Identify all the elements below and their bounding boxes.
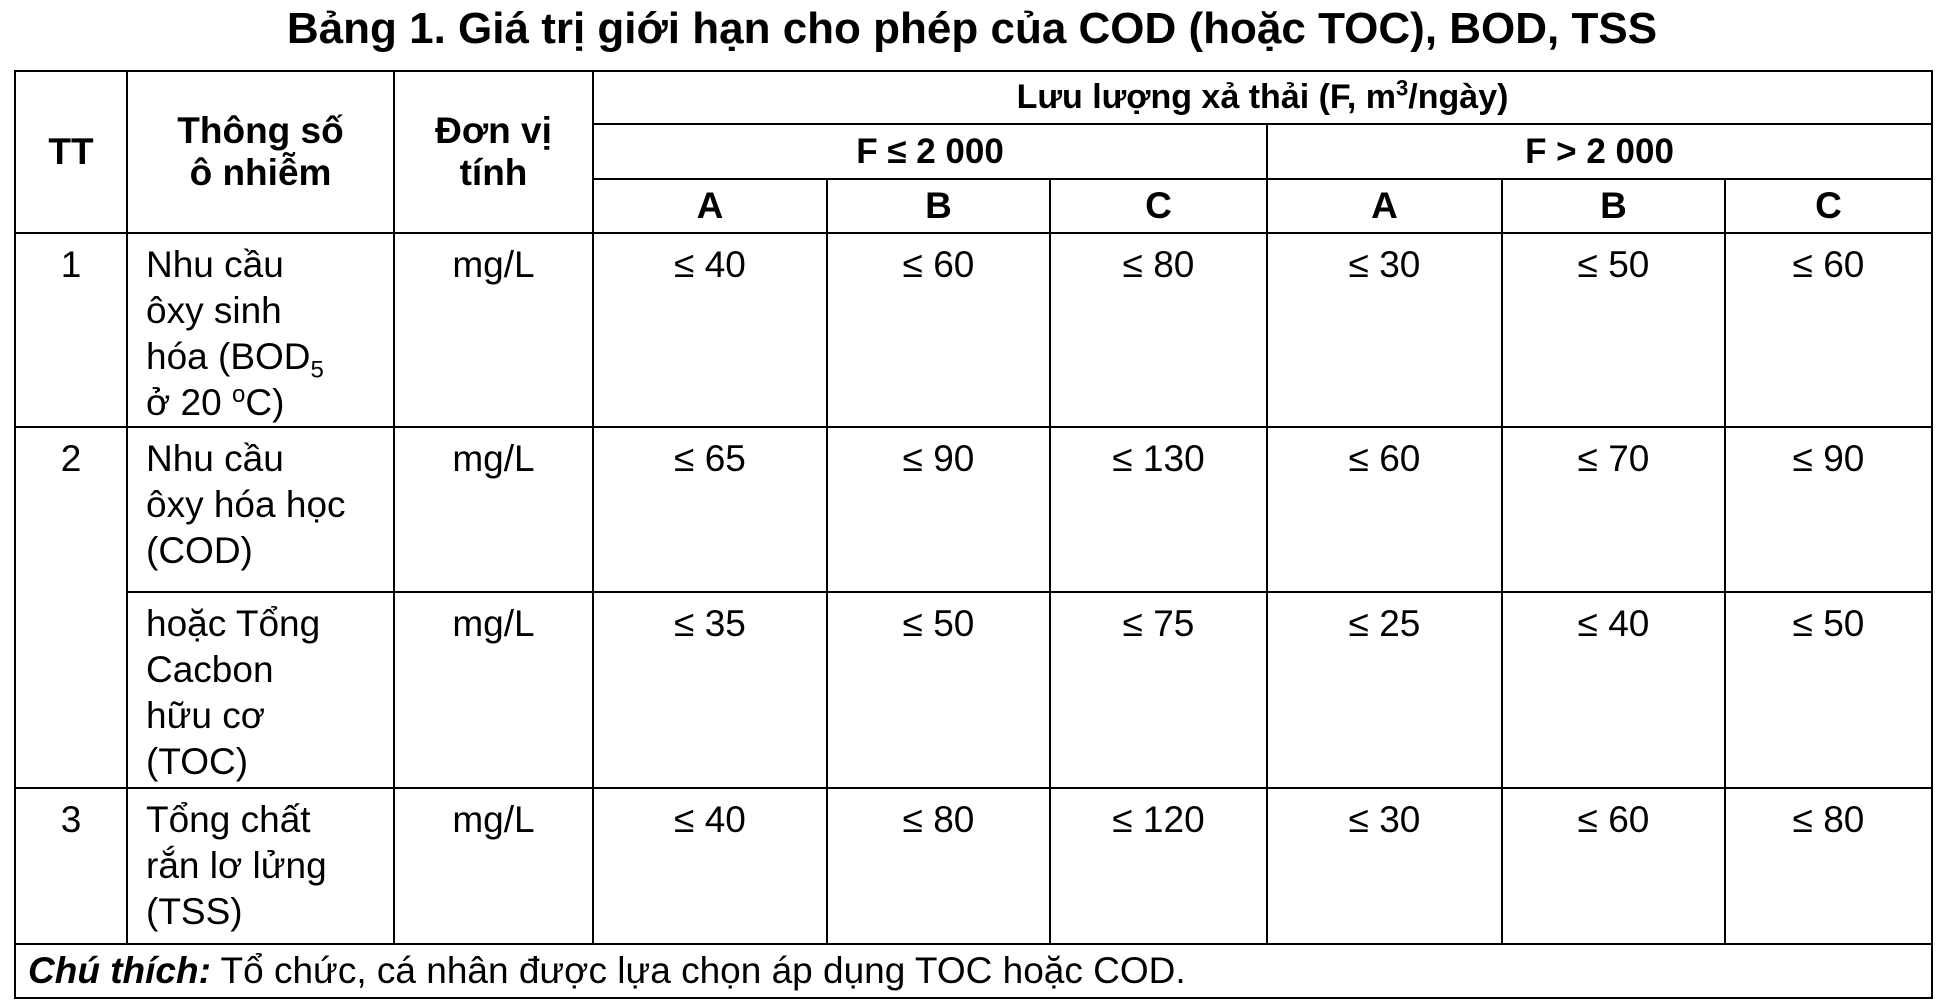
header-class-a: A <box>1267 179 1502 233</box>
row-tt: 1 <box>15 233 127 427</box>
row-parameter: hoặc Tổng Cacbon hữu cơ (TOC) <box>127 592 394 788</box>
cell-value: ≤ 50 <box>1725 592 1932 788</box>
cell-value: ≤ 130 <box>1050 427 1267 592</box>
header-group-high: F > 2 000 <box>1267 124 1932 179</box>
row-unit: mg/L <box>394 427 593 592</box>
row-unit: mg/L <box>394 233 593 427</box>
row-parameter: Tổng chất rắn lơ lửng (TSS) <box>127 788 394 944</box>
cell-value: ≤ 50 <box>1502 233 1725 427</box>
row-parameter: Nhu cầu ôxy sinh hóa ($BOD_5$ ở 20 $^o$C) <box>127 233 394 427</box>
cell-value: ≤ 25 <box>1267 592 1502 788</box>
header-parameter: Thông số ô nhiễm <box>127 71 394 233</box>
table-title: Bảng 1. Giá trị giới hạn cho phép của COD (hoặc TOC), BOD, TSS <box>286 4 1658 53</box>
cell-value: ≤ 75 <box>1050 592 1267 788</box>
cell-value: ≤ 80 <box>1050 233 1267 427</box>
header-tt: TT <box>15 71 127 233</box>
cell-value: ≤ 80 <box>1725 788 1932 944</box>
cell-value: ≤ 90 <box>827 427 1050 592</box>
table-row <box>15 427 1932 592</box>
header-unit: Đơn vị tính <box>394 71 593 233</box>
row-parameter: Nhu cầu ôxy hóa học (COD) <box>127 427 394 592</box>
cell-value: ≤ 40 <box>593 788 827 944</box>
cell-value: ≤ 120 <box>1050 788 1267 944</box>
header-flow: Lưu lượng xả thải (F, $m^3/ngày$) <box>593 71 1932 124</box>
table-note <box>15 944 1932 998</box>
cell-value: ≤ 65 <box>593 427 827 592</box>
cell-value: ≤ 60 <box>1267 427 1502 592</box>
cell-value: ≤ 30 <box>1267 788 1502 944</box>
header-class-c: C <box>1050 179 1267 233</box>
row-tt: 2 <box>15 427 127 788</box>
note-row <box>15 944 1932 998</box>
row-tt: 3 <box>15 788 127 944</box>
cell-value: ≤ 50 <box>827 592 1050 788</box>
cell-value: ≤ 40 <box>593 233 827 427</box>
table-row <box>15 592 1932 788</box>
cell-value: ≤ 70 <box>1502 427 1725 592</box>
header-class-c: C <box>1725 179 1932 233</box>
note-label: Chú thích: <box>28 950 211 991</box>
cell-value: ≤ 30 <box>1267 233 1502 427</box>
cell-value: ≤ 60 <box>1502 788 1725 944</box>
header-class-a: A <box>593 179 827 233</box>
cell-value: ≤ 90 <box>1725 427 1932 592</box>
cell-value: ≤ 60 <box>1725 233 1932 427</box>
header-class-b: B <box>1502 179 1725 233</box>
note-text: Tổ chức, cá nhân được lựa chọn áp dụng TOC hoặc COD. <box>210 950 1186 991</box>
row-unit: mg/L <box>394 788 593 944</box>
row-unit: mg/L <box>394 592 593 788</box>
cell-value: ≤ 40 <box>1502 592 1725 788</box>
limits-table <box>14 70 1933 999</box>
cell-value: ≤ 60 <box>827 233 1050 427</box>
table-row <box>15 233 1932 427</box>
header-class-b: B <box>827 179 1050 233</box>
cell-value: ≤ 80 <box>827 788 1050 944</box>
header-group-low: F ≤ 2 000 <box>593 124 1267 179</box>
table-row <box>15 788 1932 944</box>
cell-value: ≤ 35 <box>593 592 827 788</box>
